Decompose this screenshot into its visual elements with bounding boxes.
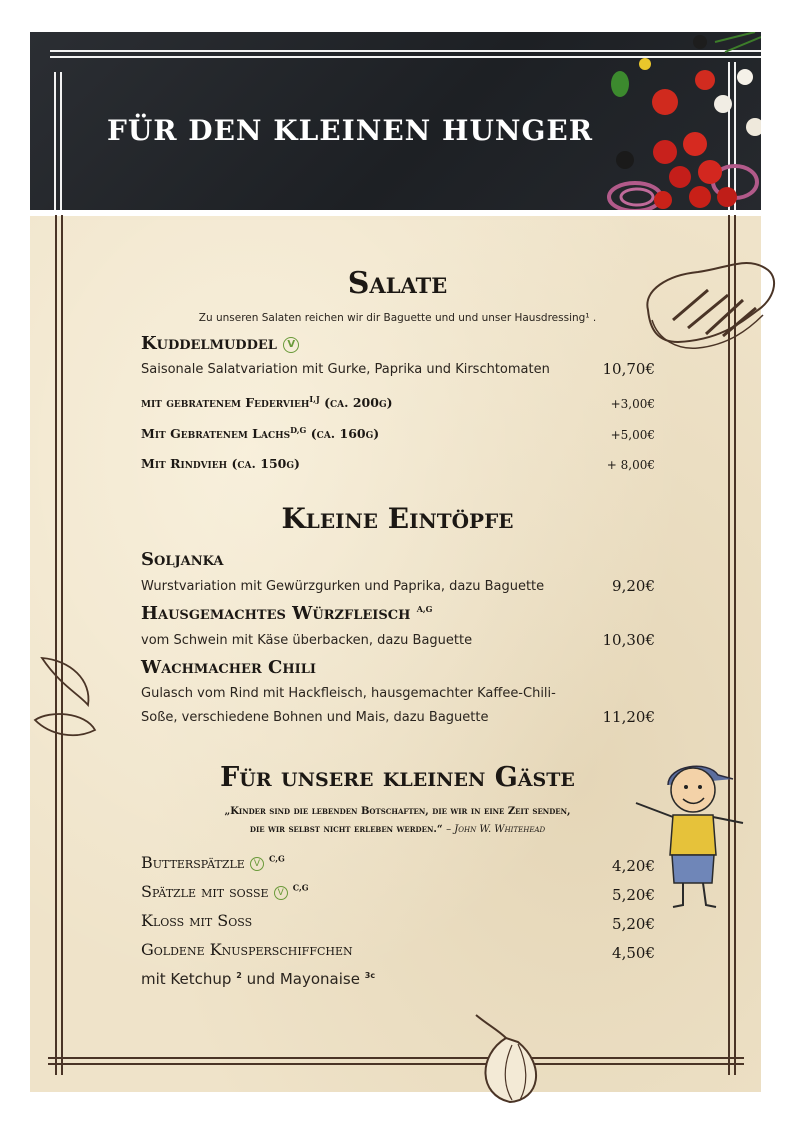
ketchup-text: mit Ketchup: [141, 970, 232, 988]
item-description: Gulasch vom Rind mit Hackfleisch, hausgemachter Kaffee-Chili-: [141, 686, 556, 701]
item-chili: Wachmacher Chili: [141, 657, 316, 678]
frame-bottom-line-1: [48, 1057, 744, 1059]
allergen-code: A,G: [416, 604, 433, 614]
addon-name: mit gebratenem Federvieh: [141, 395, 310, 411]
addon-note: (ca. 150g): [231, 456, 300, 471]
addon-federvieh: [141, 394, 393, 410]
allergen-code: 2: [236, 971, 242, 980]
vegetarian-icon: V: [274, 886, 288, 900]
item-price: 10,30€: [602, 631, 655, 649]
quote-line-2: die wir selbst nicht erleben werden.“: [249, 824, 443, 835]
frame-bottom-line-2: [48, 1063, 744, 1065]
item-description: Saisonale Salatvariation mit Gurke, Paprika und Kirschtomaten: [141, 362, 550, 377]
item-name-text: Butterspätzle: [141, 853, 245, 872]
item-price: 4,50€: [612, 944, 655, 962]
quote: [0, 803, 795, 839]
addon-price: +5,00€: [610, 428, 655, 442]
item-description: vom Schwein mit Käse überbacken, dazu Baguette: [141, 633, 473, 648]
addon-lachs: [141, 425, 379, 441]
item-name-text: Spätzle mit sosse: [141, 882, 269, 901]
item-description: Wurstvariation mit Gewürzgurken und Paprika, dazu Baguette: [141, 579, 545, 594]
item-spaetzle-sosse: [141, 882, 309, 901]
section-title-salate: Salate: [347, 266, 448, 301]
header-divider: [30, 210, 761, 216]
item-butterspaetzle: [141, 853, 285, 872]
section-title-eintoepfe: Kleine Eintöpfe: [281, 502, 514, 535]
quote-author: – John W. Whitehead: [446, 824, 546, 835]
item-price: 5,20€: [612, 886, 655, 904]
addon-note: (ca. 160g): [310, 426, 380, 442]
item-kloss: Kloss mit Soss: [141, 911, 253, 930]
addon-price: +3,00€: [610, 397, 655, 411]
item-knusperschiffchen: Goldene Knusperschiffchen: [141, 940, 353, 959]
allergen-code: I,J: [309, 394, 320, 404]
garlic-clove-sketch: [30, 650, 105, 745]
addon-note: (ca. 200g): [324, 395, 393, 411]
vegetarian-icon: V: [283, 337, 299, 353]
page-title: FÜR DEN KLEINEN HUNGER: [106, 114, 593, 147]
allergen-code: C,G: [292, 882, 309, 893]
item-soljanka: Soljanka: [141, 549, 224, 570]
frame-left-line-1: [55, 215, 57, 1075]
item-price: 10,70€: [602, 360, 655, 378]
frame-left-line-2: [61, 215, 63, 1075]
item-price: 4,20€: [612, 857, 655, 875]
mayo-text: und Mayonaise: [246, 970, 360, 988]
allergen-code: C,G: [269, 853, 285, 864]
item-price: 5,20€: [612, 915, 655, 933]
item-description-line2: Soße, verschiedene Bohnen und Mais, dazu Baguette: [141, 710, 489, 725]
addon-rindvieh: [141, 456, 300, 471]
item-wuerzfleisch: [141, 603, 433, 624]
item-name-text: Kuddelmuddel: [141, 333, 277, 354]
item-name-text: Hausgemachtes Würzfleisch: [141, 603, 411, 624]
allergen-code: 3c: [364, 971, 376, 980]
header-banner: [30, 32, 761, 210]
item-price: 9,20€: [612, 577, 655, 595]
garlic-bulb-sketch: [468, 1010, 550, 1110]
knusperschiffchen-sides: [141, 970, 375, 988]
vegetarian-icon: V: [250, 857, 264, 871]
quote-line-1: „Kinder sind die lebenden Botschaften, die wir in eine Zeit senden,: [224, 806, 571, 817]
vegetables-illustration: [605, 32, 761, 210]
item-kuddelmuddel: [141, 333, 299, 354]
section-title-kinder: Für unsere kleinen Gäste: [220, 762, 575, 793]
addon-name: Mit Rindvieh: [141, 456, 228, 471]
menu-page: [30, 32, 761, 1092]
allergen-code: D,G: [290, 425, 307, 435]
addon-price: + 8,00€: [606, 458, 655, 472]
salate-intro: Zu unseren Salaten reichen wir dir Baguette und und unser Hausdressing¹ .: [198, 312, 597, 324]
item-price: 11,20€: [602, 708, 655, 726]
addon-name: Mit Gebratenem Lachs: [141, 426, 291, 442]
